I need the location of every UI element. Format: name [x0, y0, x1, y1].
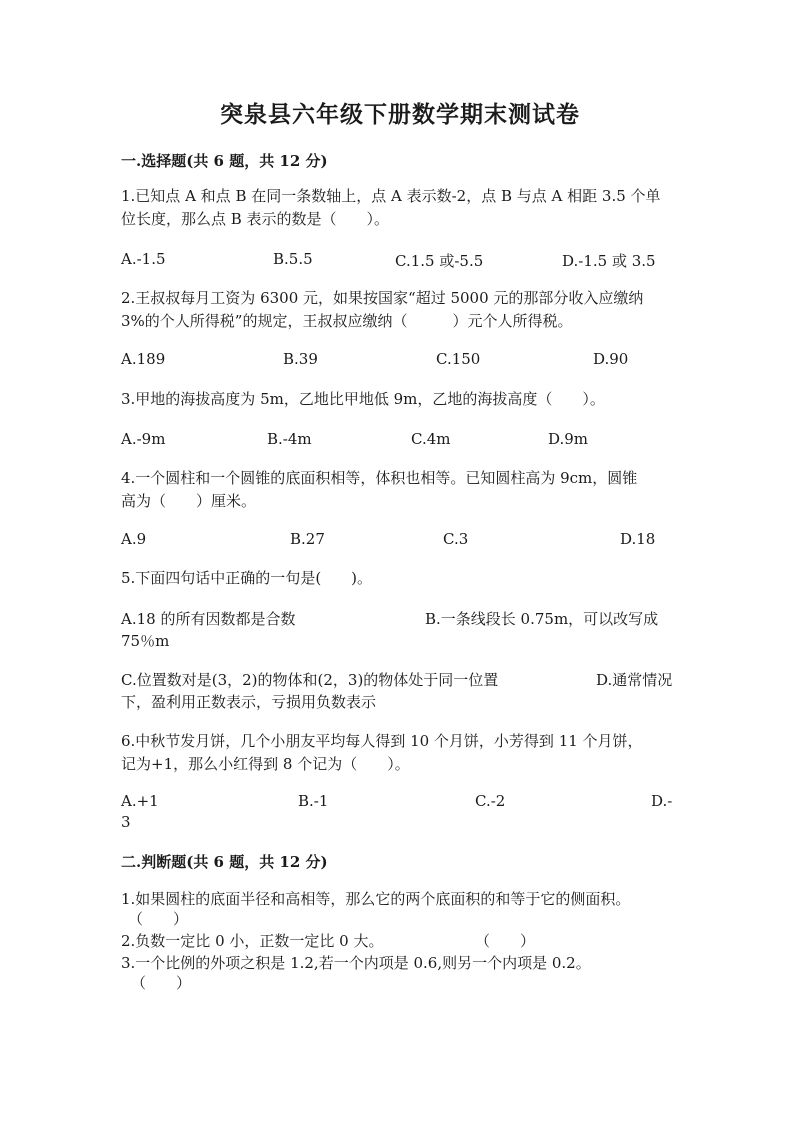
option-a: A.+1: [121, 792, 159, 810]
option-a: A.189: [121, 350, 166, 368]
option-c: C.150: [436, 350, 481, 368]
judgment-3-blank: （ ）: [131, 974, 192, 992]
judgment-3-text: 3.一个比例的外项之积是 1.2,若一个内项是 0.6,则另一个内项是 0.2。: [121, 954, 591, 972]
judgment-2-text: 2.负数一定比 0 小，正数一定比 0 大。: [121, 932, 384, 950]
option-d: D.9m: [548, 430, 589, 448]
option-d: D.90: [593, 350, 629, 368]
option-b: B.27: [290, 530, 325, 548]
question-3-line-1: 3.甲地的海拔高度为 5m，乙地比甲地低 9m，乙地的海拔高度（ ）。: [121, 390, 605, 408]
option-b: B.5.5: [273, 250, 313, 268]
question-1-line-1: 1.已知点 A 和点 B 在同一条数轴上，点 A 表示数-2，点 B 与点 A 相距 3.5 个单: [121, 187, 661, 205]
option-c: C.4m: [411, 430, 451, 448]
question-4-line-1: 4.一个圆柱和一个圆锥的底面积相等，体积也相等。已知圆柱高为 9cm，圆锥: [121, 469, 638, 487]
option-d-continued: 下，盈利用正数表示，亏损用负数表示: [121, 693, 377, 711]
option-d: D.-1.5 或 3.5: [562, 252, 656, 270]
page-title: 突泉县六年级下册数学期末测试卷: [220, 101, 580, 128]
option-b: B.-1: [298, 792, 329, 810]
question-2-line-1: 2.王叔叔每月工资为 6300 元，如果按国家“超过 5000 元的那部分收入应缴纳: [121, 289, 644, 307]
question-2-line-2: 3%的个人所得税”的规定，王叔叔应缴纳（ ）元个人所得税。: [121, 312, 573, 330]
option-a: A.18 的所有因数都是合数: [121, 610, 296, 628]
option-a: A.-9m: [121, 430, 166, 448]
judgment-2-blank: （ ）: [475, 932, 536, 950]
section-heading: 一.选择题(共 6 题，共 12 分): [121, 152, 328, 170]
judgment-1-text: 1.如果圆柱的底面半径和高相等，那么它的两个底面积的和等于它的侧面积。: [121, 890, 631, 908]
option-b-continued: 75％m: [121, 632, 170, 650]
option-c: C.位置数对是(3，2)的物体和(2，3)的物体处于同一位置: [121, 671, 499, 689]
question-1-line-2: 位长度，那么点 B 表示的数是（ ）。: [121, 210, 390, 228]
option-c: C.3: [443, 530, 469, 548]
question-5-line-1: 5.下面四句话中正确的一句是( )。: [121, 569, 373, 587]
option-b: B.一条线段长 0.75m，可以改写成: [425, 610, 659, 628]
question-6-line-2: 记为+1，那么小红得到 8 个记为（ ）。: [121, 755, 410, 773]
section-heading: 二.判断题(共 6 题，共 12 分): [121, 853, 328, 871]
option-c: C.1.5 或-5.5: [395, 252, 484, 270]
option-d: D.18: [620, 530, 656, 548]
judgment-1-blank: （ ）: [128, 910, 189, 928]
option-a: A.9: [121, 530, 147, 548]
question-4-line-2: 高为（ ）厘米。: [121, 492, 257, 510]
option-c: C.-2: [475, 792, 506, 810]
option-a: A.-1.5: [121, 250, 166, 268]
question-6-line-1: 6.中秋节发月饼，几个小朋友平均每人得到 10 个月饼，小芳得到 11 个月饼，: [121, 732, 643, 750]
option-d-continued: 3: [121, 813, 131, 831]
option-d: D.通常情况: [596, 671, 673, 689]
option-b: B.39: [283, 350, 318, 368]
option-b: B.-4m: [267, 430, 312, 448]
option-d: D.-: [651, 792, 673, 810]
